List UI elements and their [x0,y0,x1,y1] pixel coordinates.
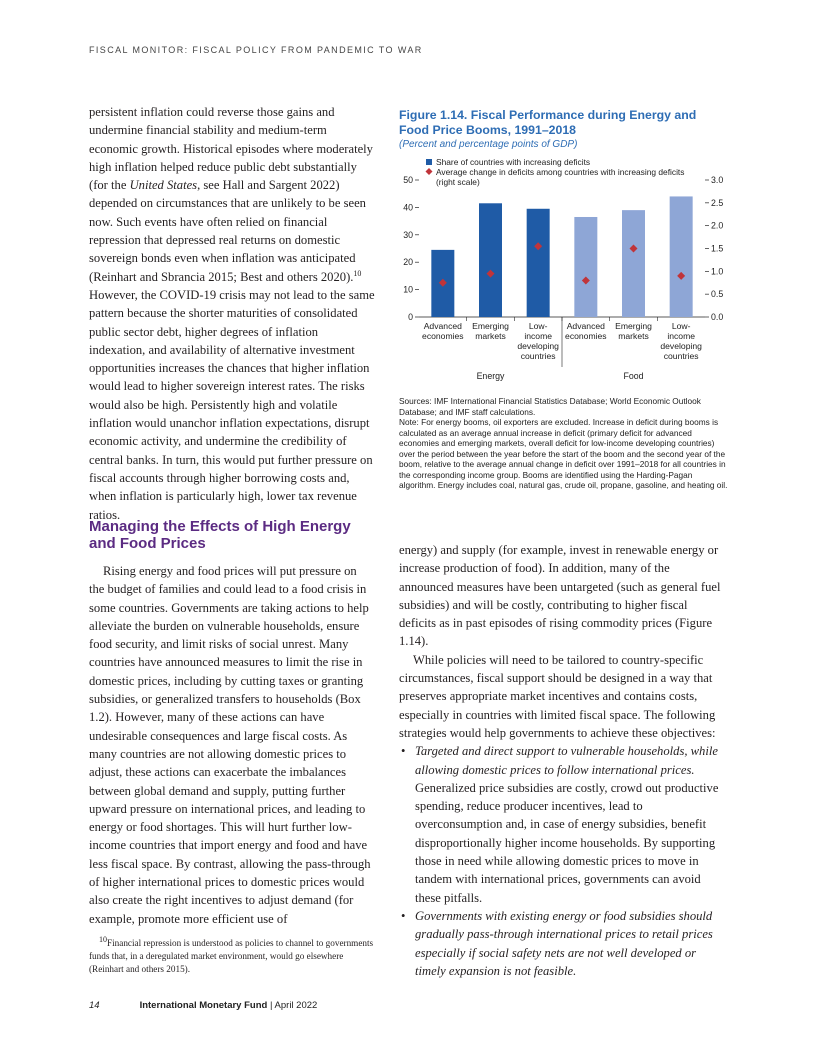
x-tick-label: Emerging [615,321,652,331]
x-tick-label: economies [422,331,464,341]
y-tick-label-right: 1.5 [711,243,724,254]
bullet-icon: • [401,744,406,759]
bar [574,217,597,317]
x-tick-label: Advanced [423,321,462,331]
text-run: Generalized price subsidies are costly, crowd out productive spending, reduce producer incentives, lead to overconsumption and, in case of energy subsidies, benefit disproportionally higher income households. By supporting those in need while allowing domestic prices to move in tandem with international prices, governments can avoid these pitfalls. [415,780,719,905]
bar [670,196,693,317]
group-label: Energy [476,371,505,381]
y-tick-label-left: 30 [403,229,413,240]
text-run-italic: United States [129,178,198,193]
x-tick-label: income [667,331,696,341]
text-run-italic: Targeted and direct support to vulnerable households, while allowing domestic prices to follow international prices. [415,744,718,777]
list-item [399,907,725,980]
text-run-italic: Governments with existing energy or food subsidies should gradually pass-through international prices to retail prices especially if social safety nets are not well developed or timely expansion is not feasible. [415,908,713,978]
legend-swatch-bar [426,159,432,165]
bullet-list [399,742,725,980]
page-footer [89,1000,317,1011]
x-tick-label: markets [475,331,506,341]
bar-chart [399,155,739,387]
x-tick-label: markets [618,331,649,341]
y-tick-label-left: 10 [403,284,413,295]
footnote-marker: 10 [353,268,362,278]
footnote [89,934,379,976]
text-run: However, the COVID-19 crisis may not lead to the same pattern because the shorter maturities of consolidated public sector debt, higher degrees of inflation indexation, and availability of alternative investment opportunities increases the chances that higher inflation would lead to higher sovereign interest rates. The risks would also be high. Persistently high and volatile inflation would unanchor inflation expectations, disrupt economic activity, and undermine the credibility of central banks. In turn, this would put further pressure on fiscal accounts through higher borrowing costs and, when inflation is particularly high, lower tax revenue ratios. [89,287,375,522]
list-item [399,742,725,907]
legend-label: Average change in deficits among countries with increasing deficits [436,167,685,177]
x-tick-label: Low- [671,321,691,331]
x-tick-label: Advanced [566,321,605,331]
paragraph [89,103,375,524]
y-tick-label-left: 50 [403,175,413,185]
bullet-icon: • [401,908,406,923]
publication-date: | April 2022 [267,1000,318,1011]
figure-notes [399,396,729,491]
y-tick-label-left: 0 [408,312,413,322]
y-tick-label-left: 20 [403,257,413,268]
x-tick-label: developing [660,341,702,351]
y-tick-label-left: 40 [403,202,413,213]
y-tick-label-right: 0.5 [711,289,724,300]
running-head: FISCAL MONITOR: FISCAL POLICY FROM PANDEMIC TO WAR [89,45,423,55]
figure-subtitle: (Percent and percentage points of GDP) [399,139,578,150]
legend-label: Share of countries with increasing deficits [436,157,591,167]
legend-swatch-diamond [426,168,433,175]
x-tick-label: income [524,331,553,341]
y-tick-label-right: 2.5 [711,197,724,208]
page-number: 14 [89,1000,100,1011]
body-text-left-top [89,103,375,524]
y-tick-label-right: 1.0 [711,266,724,277]
body-text-left-bottom [89,562,375,928]
publisher-name: International Monetary Fund [139,1000,268,1011]
x-tick-label: Low- [528,321,548,331]
section-heading: Managing the Effects of High Energy and Food Prices [89,518,351,552]
figure-chart [399,155,739,387]
x-tick-label: economies [565,331,607,341]
x-tick-label: developing [517,341,559,351]
bar [527,209,550,317]
x-tick-label: Emerging [472,321,509,331]
text-run: , see Hall and Sargent 2022) depended on circumstances that are unlikely to be seen now. Such events have often relied on financial repression that depressed real returns on domestic sovereign bonds even when inflation was anticipated (Reinhart and Sbrancia 2015; Best and others 2020). [89,178,366,284]
y-tick-label-right: 2.0 [711,220,724,231]
body-text-right [399,541,725,980]
figure-sources: Sources: IMF International Financial Statistics Database; World Economic Outlook Database; and IMF staff calculations. [399,396,701,417]
x-tick-label: countries [663,351,699,361]
figure-title: Figure 1.14. Fiscal Performance during Energy and Food Price Booms, 1991–2018 [399,108,697,137]
y-tick-label-right: 3.0 [711,175,724,185]
paragraph: Rising energy and food prices will put pressure on the budget of families and could lead to a food crisis in some countries. Governments are taking actions to help alleviate the burden on vulnerable households, ensure food security, and limit risks of social unrest. Many countries have announced measures to limit the rise in domestic prices, including by cutting taxes or granting subsidies, or generalized transfers to households (Box 1.2). However, many of these actions can have undesirable consequences and large fiscal costs. As many countries are not allowing domestic prices to adjust, these actions can exacerbate the imbalances between global demand and supply, putting further upward pressure on international prices, and leading to energy or food shortages. This will hurt further low-income countries that import energy and food and have less fiscal space. By contrast, allowing the pass-through of higher international prices to domestic prices would also create the right incentives to adjust demand (for example, promote more efficient use of [89,564,371,926]
footnote-number: 10 [99,934,107,944]
figure-note: Note: For energy booms, oil exporters are excluded. Increase in deficit during booms is calculated as an average annual increase in deficit (primary deficit for advanced economies and emerging markets, overall deficit for low-income developing countries) over the period between the year before the start of the boom and the second year of the boom, relative to the average annual change in deficit over 1991–2018 for all countries in the corresponding income group. Booms are identified using the Harding-Pagan algorithm. Energy includes coal, natural gas, crude oil, propane, gasoline, and heating oil. [399,417,728,490]
bar [622,210,645,317]
x-tick-label: countries [520,351,556,361]
legend-label: (right scale) [436,177,480,187]
bar [479,203,502,317]
text-run: persistent inflation could reverse those gains and undermine financial stability and medium-term economic growth. Historical episodes where moderately high inflation helped reduce public debt substantially (for the [89,105,373,193]
paragraph: While policies will need to be tailored to country-specific circumstances, fiscal support should be designed in a way that preserves appropriate market incentives and contains costs, especially in countries with limited fiscal space. The following strategies would help governments to achieve these objectives: [399,652,716,740]
paragraph: energy) and supply (for example, invest in renewable energy or increase production of food). In addition, many of the announced measures have been untargeted (such as general fuel subsidies) and will be costly, contributing to higher fiscal deficits as in past episodes of rising commodity prices (Figure 1.14). [399,543,721,649]
footnote-text: Financial repression is understood as policies to channel to governments funds that, in a deregulated market environment, would go elsewhere (Reinhart and others 2015). [89,938,374,974]
group-label: Food [623,371,644,381]
y-tick-label-right: 0.0 [711,312,724,322]
